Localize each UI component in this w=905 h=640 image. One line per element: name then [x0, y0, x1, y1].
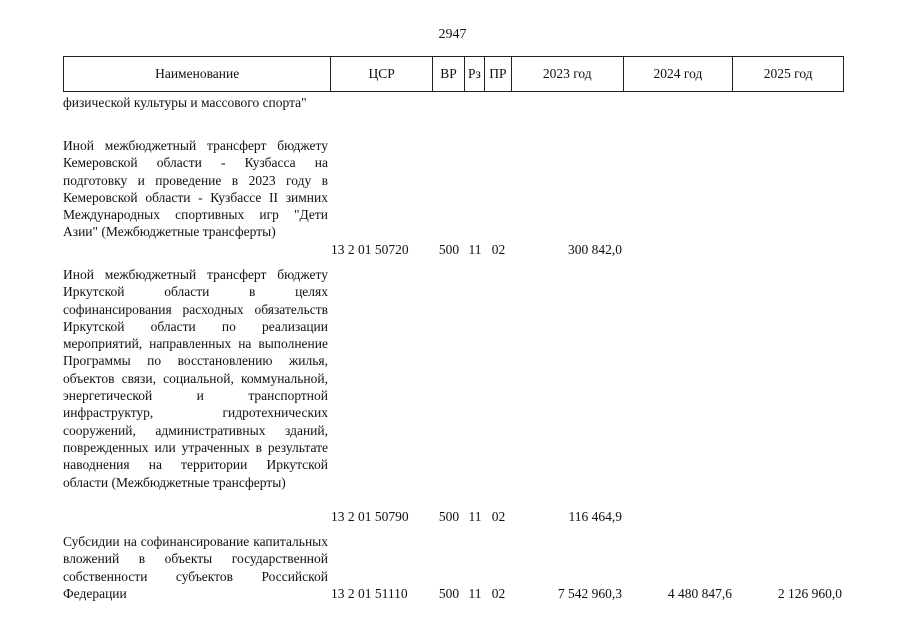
- row-vr: 500: [438, 585, 460, 601]
- row-csr: 13 2 01 51110: [331, 585, 408, 601]
- row-csr: 13 2 01 50790: [331, 508, 409, 524]
- header-csr: ЦСР: [331, 57, 433, 91]
- row-pr: 02: [491, 585, 506, 601]
- header-vr: ВР: [433, 57, 465, 91]
- row-name: Иной межбюджетный трансферт бюджету Кемеровской области - Кузбасса на подготовку и проведение в 2023 году в Кемеровской области - Кузбассе II зимних Международных спортивных игр "Дети Азии" (Межбюджетные трансферты): [63, 138, 328, 240]
- row-2023: 7 542 960,3: [557, 585, 622, 601]
- table-row: [63, 137, 844, 258]
- header-rz: Рз: [465, 57, 485, 91]
- row-2025: 2 126 960,0: [777, 585, 842, 601]
- row-rz: 11: [468, 241, 482, 257]
- row-pr: 02: [491, 508, 506, 524]
- header-2024: 2024 год: [624, 57, 734, 91]
- header-2023: 2023 год: [512, 57, 624, 91]
- row-name: Субсидии на софинансирование капитальных вложений в объекты государственной собственности субъектов Российской Федерации: [63, 534, 328, 601]
- header-name: Наименование: [64, 57, 331, 91]
- row-vr: 500: [438, 241, 460, 257]
- row-rz: 11: [468, 585, 482, 601]
- table-row: [63, 94, 844, 129]
- row-2024: 4 480 847,6: [667, 585, 732, 601]
- row-name: физической культуры и массового спорта": [63, 95, 307, 110]
- row-pr: 02: [491, 241, 506, 257]
- table-header: [63, 56, 844, 92]
- page-number: 2947: [438, 27, 467, 42]
- row-csr: 13 2 01 50720: [331, 241, 409, 257]
- row-2023: 116 464,9: [568, 508, 622, 524]
- row-2023: 300 842,0: [568, 241, 622, 257]
- header-pr: ПР: [485, 57, 512, 91]
- table-row: [63, 266, 844, 525]
- row-name: Иной межбюджетный трансферт бюджету Иркутской области в целях софинансирования расходных обязательств Иркутской области по реализации мероприятий, направленных на выполнение Программы по восстановлению жилья, объектов связи, социальной, коммунальной, энергетической и транспортной инфраструктур, гидротехнических сооружений, административных зданий, поврежденных или утраченных в результате наводнения на территории Иркутской области (Межбюджетные трансферты): [63, 267, 328, 490]
- row-rz: 11: [468, 508, 482, 524]
- table-row: [63, 533, 844, 602]
- row-vr: 500: [438, 508, 460, 524]
- header-2025: 2025 год: [763, 66, 813, 81]
